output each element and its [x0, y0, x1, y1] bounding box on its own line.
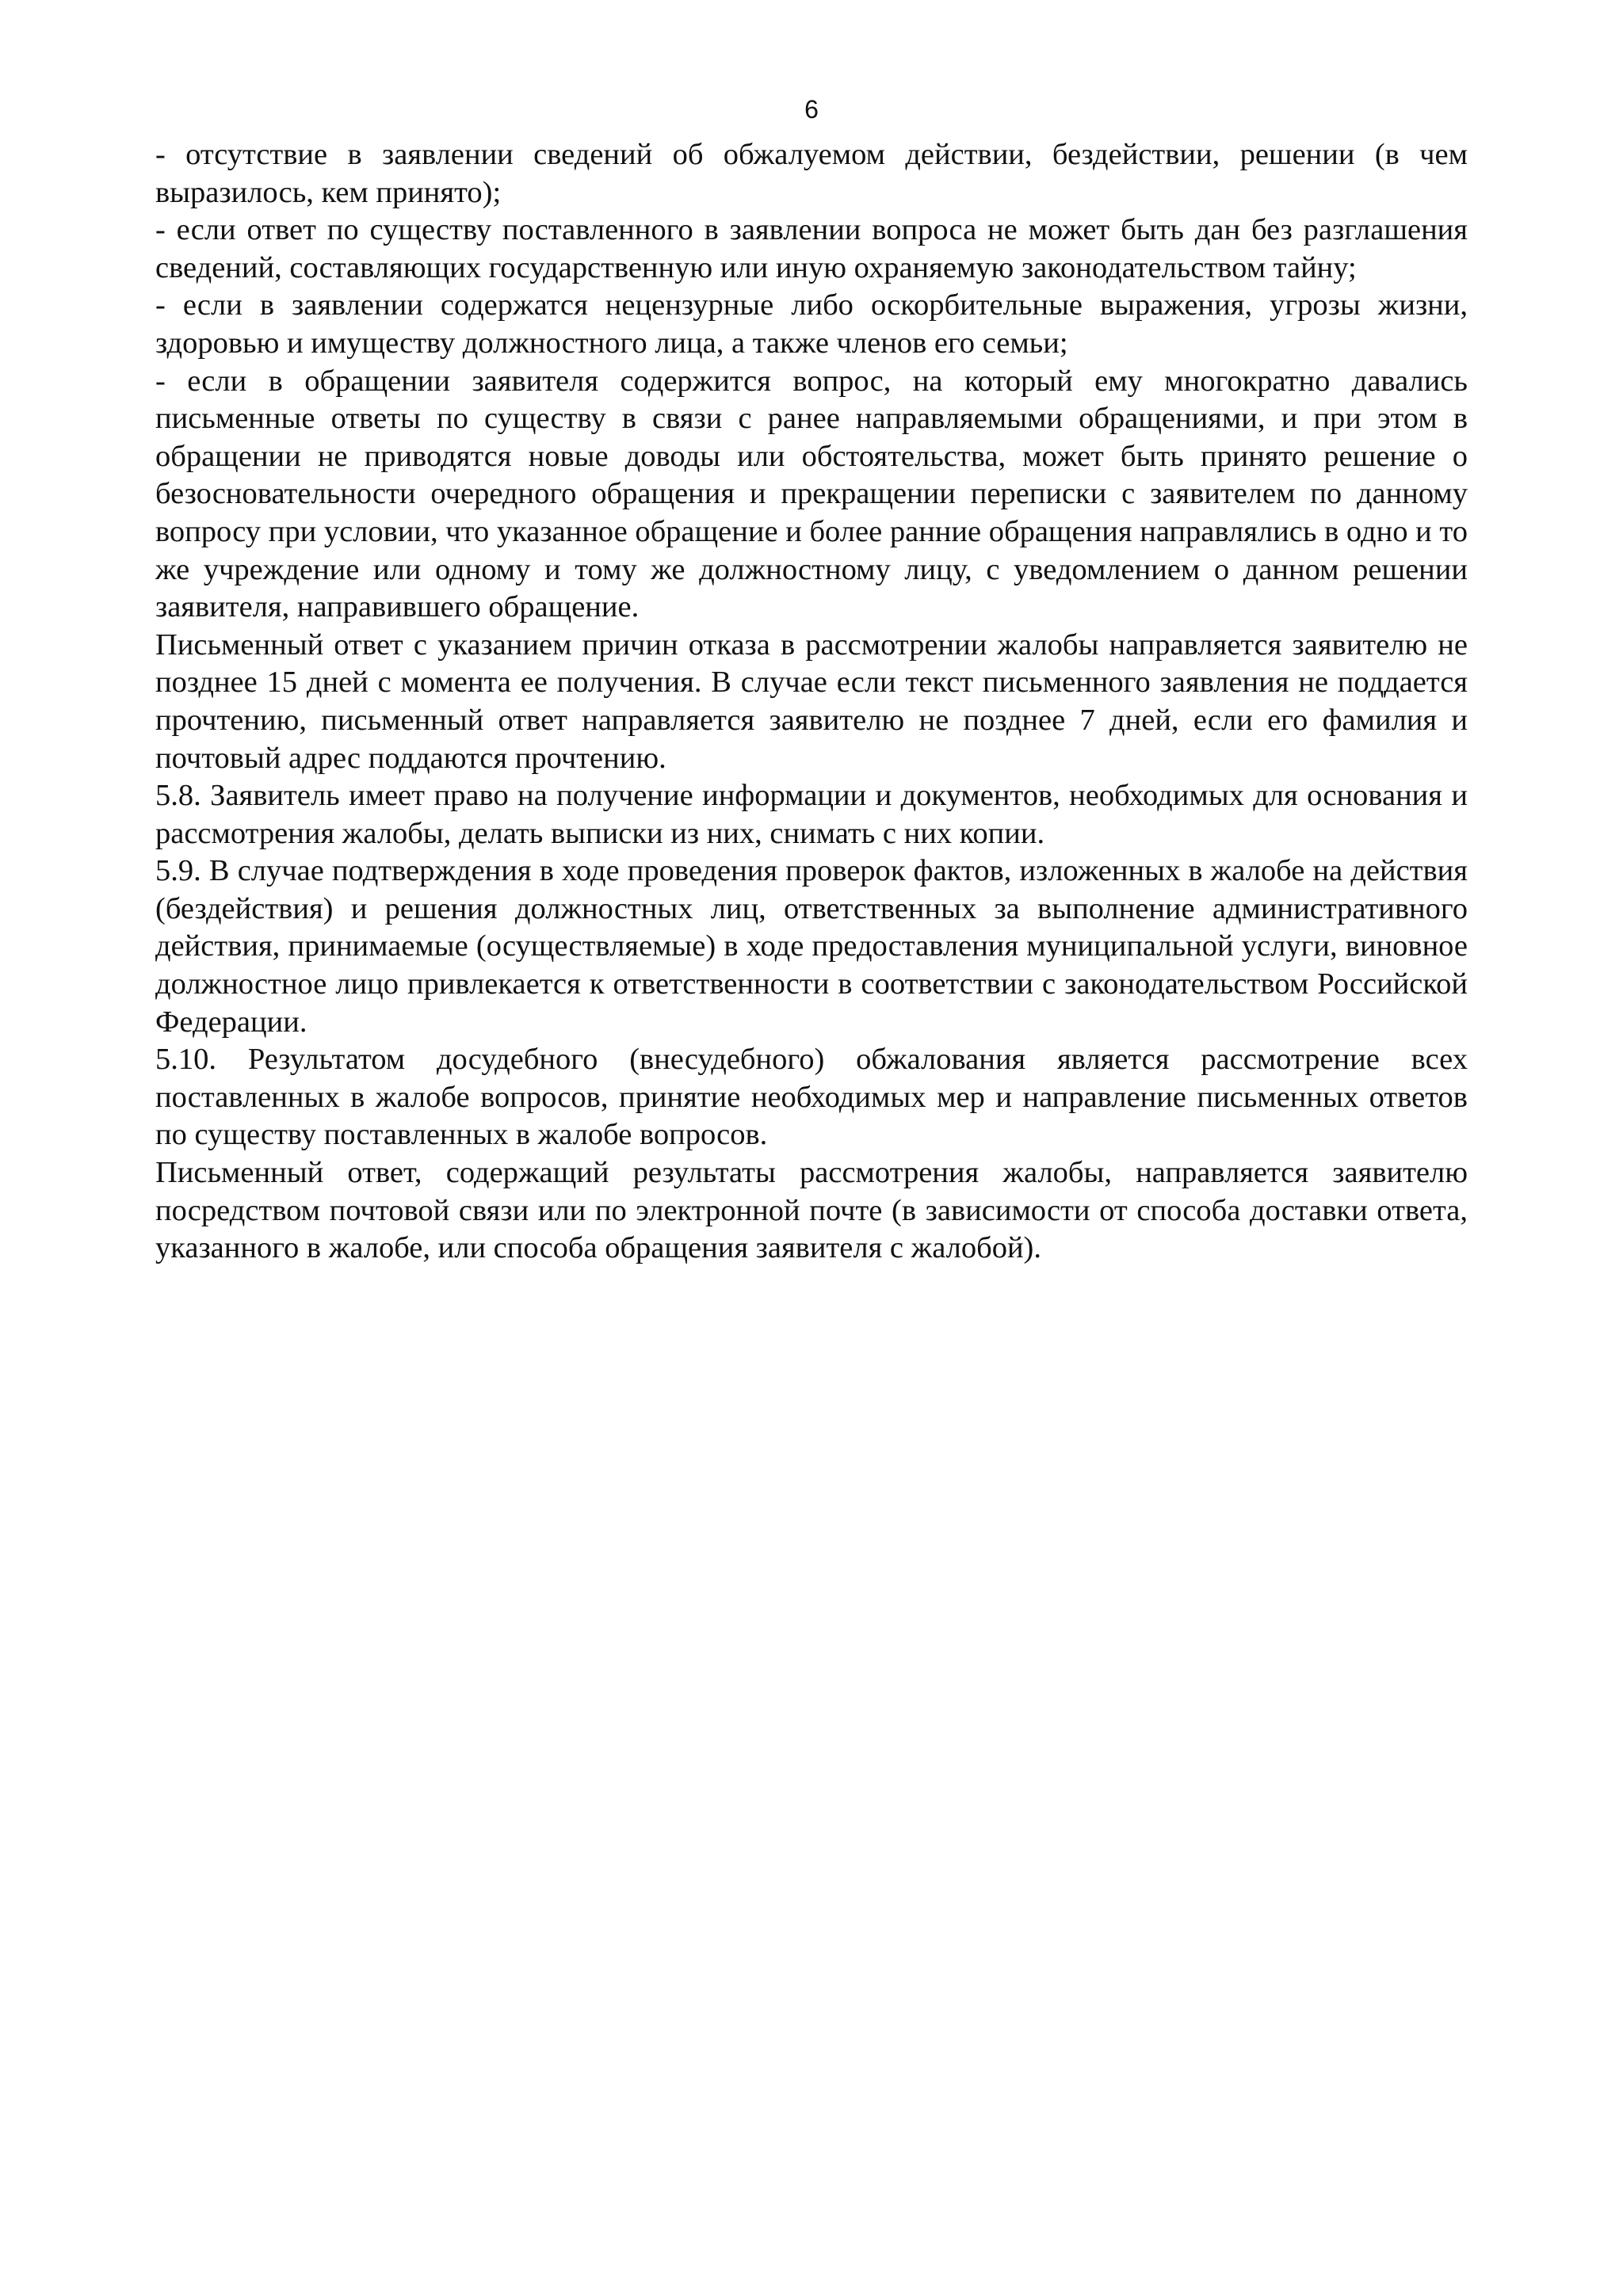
paragraph-written-answer: Письменный ответ, содержащий результаты рассмотрения жалобы, направляется заявителю посредством почтовой связи или по электронной почте (в зависимости от способа доставки ответа, указанного в жалобе, или способа обращения заявителя с жалобой). [155, 1156, 1468, 1265]
paragraph-repeated-appeal: - если в обращении заявителя содержится вопрос, на который ему многократно давались письменные ответы по существу в связи с ранее направляемыми обращениями, и при этом в обращении не приводятся новые доводы или обстоятельства, может быть принято решение о безосновательности очередного обращения и прекращении переписки с заявителем по данному вопросу при условии, что указанное обращение и более ранние обращения направлялись в одно и то же учреждение или одному и тому же должностному лицу, с уведомлением о данном решении заявителя, направившего обращение. [155, 364, 1468, 624]
document-body [155, 136, 1468, 1268]
paragraph-state-secret: - если ответ по существу поставленного в заявлении вопроса не может быть дан без разглашения сведений, составляющих государственную или иную охраняемую законодательством тайну; [155, 213, 1468, 284]
paragraph-5-10: 5.10. Результатом досудебного (внесудебного) обжалования является рассмотрение всех поставленных в жалобе вопросов, принятие необходимых мер и направление письменных ответов по существу поставленных в жалобе вопросов. [155, 1043, 1468, 1152]
paragraph-5-9: 5.9. В случае подтверждения в ходе проведения проверок фактов, изложенных в жалобе на действия (бездействия) и решения должностных лиц, ответственных за выполнение административного действия, принимаемые (осуществляемые) в ходе предоставления муниципальной услуги, виновное должностное лицо привлекается к ответственности в соответствии с законодательством Российской Федерации. [155, 854, 1468, 1039]
paragraph-missing-details: - отсутствие в заявлении сведений об обжалуемом действии, бездействии, решении (в чем выразилось, кем принято); [155, 138, 1468, 209]
paragraph-offensive-language: - если в заявлении содержатся нецензурные либо оскорбительные выражения, угрозы жизни, здоровью и имуществу должностного лица, а также членов его семьи; [155, 288, 1468, 360]
page-number: 6 [804, 95, 819, 124]
paragraph-written-refusal: Письменный ответ с указанием причин отказа в рассмотрении жалобы направляется заявителю не позднее 15 дней с момента ее получения. В случае если текст письменного заявления не поддается прочтению, письменный ответ направляется заявителю не позднее 7 дней, если его фамилия и почтовый адрес поддаются прочтению. [155, 627, 1468, 775]
paragraph-5-8: 5.8. Заявитель имеет право на получение информации и документов, необходимых для основания и рассмотрения жалобы, делать выписки из них, снимать с них копии. [155, 779, 1468, 850]
